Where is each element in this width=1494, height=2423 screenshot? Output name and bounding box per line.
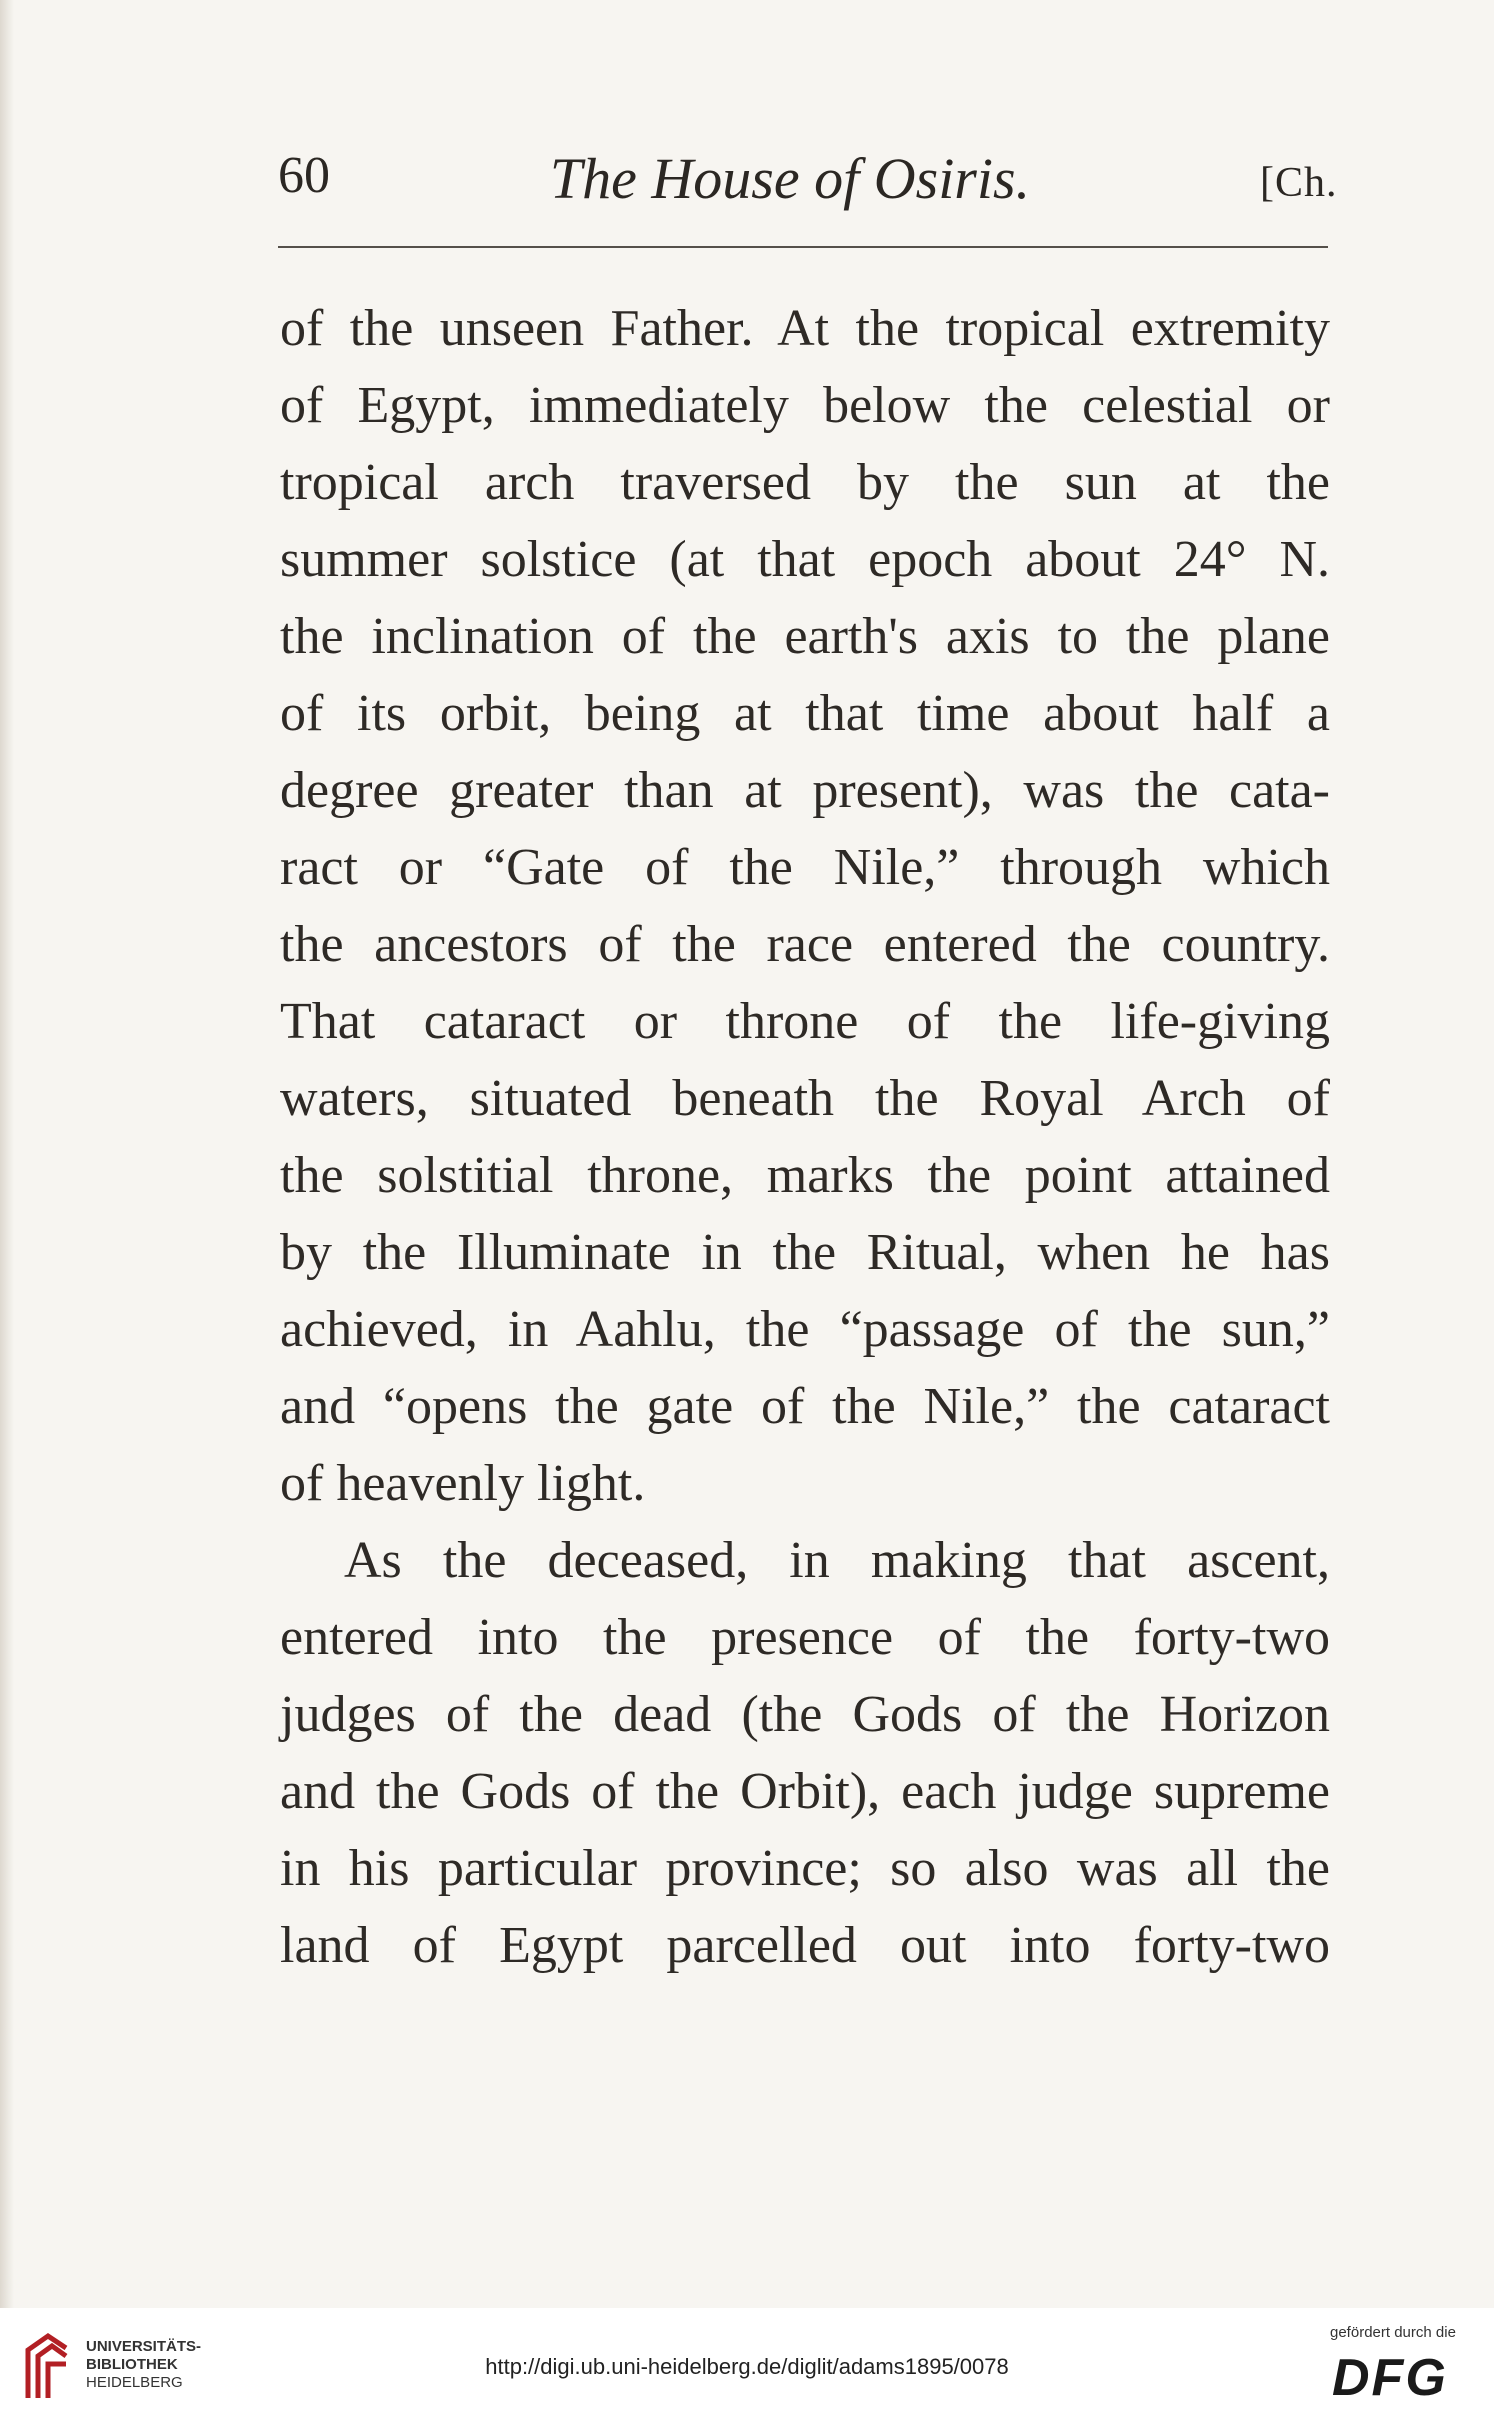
text-line: the solstitial throne, marks the point attained	[280, 1147, 1330, 1204]
text-line: summer solstice (at that epoch about 24° N.	[280, 531, 1330, 588]
library-name-line: BIBLIOTHEK	[86, 2356, 178, 2373]
running-title: The House of Osiris.	[549, 146, 1031, 211]
text-line: of the unseen Father. At the tropical extremity	[280, 300, 1330, 357]
text-line: tropical arch traversed by the sun at the	[280, 454, 1330, 511]
text-line: entered into the presence of the forty-two	[280, 1609, 1330, 1666]
text-line: That cataract or throne of the life-giving	[280, 993, 1330, 1050]
library-name-line: UNIVERSITÄTS-	[86, 2338, 202, 2355]
viewer-footer	[0, 2308, 1494, 2423]
permalink-url[interactable]: http://digi.ub.uni-heidelberg.de/diglit/adams1895/0078	[485, 2354, 1009, 2379]
text-line: in his particular province; so also was all the	[280, 1840, 1330, 1897]
text-line: waters, situated beneath the Royal Arch of	[280, 1070, 1330, 1127]
page-number: 60	[278, 147, 330, 204]
text-line: judges of the dead (the Gods of the Horizon	[280, 1686, 1330, 1743]
dfg-logo: DFG	[1332, 2349, 1448, 2407]
library-name-line: HEIDELBERG	[86, 2374, 183, 2391]
text-line: land of Egypt parcelled out into forty-two	[280, 1917, 1330, 1974]
text-line: As the deceased, in making that ascent,	[344, 1532, 1330, 1589]
body-text	[280, 290, 1330, 1984]
text-line: of heavenly light.	[280, 1455, 646, 1512]
text-line: of Egypt, immediately below the celestial or	[280, 377, 1330, 434]
text-line: and the Gods of the Orbit), each judge supreme	[280, 1763, 1330, 1820]
text-line: the inclination of the earth's axis to the plane	[280, 608, 1330, 665]
text-line: ract or “Gate of the Nile,” through which	[280, 839, 1330, 896]
text-line: of its orbit, being at that time about half a	[280, 685, 1330, 742]
page-gutter-shadow	[0, 0, 14, 2308]
text-line: achieved, in Aahlu, the “passage of the sun,”	[280, 1301, 1330, 1358]
text-line: degree greater than at present), was the cata-	[280, 762, 1330, 819]
text-line: and “opens the gate of the Nile,” the cataract	[280, 1378, 1330, 1435]
text-line: by the Illuminate in the Ritual, when he has	[280, 1224, 1330, 1281]
funder-label: gefördert durch die	[1330, 2324, 1456, 2341]
text-line: the ancestors of the race entered the country.	[280, 916, 1330, 973]
chapter-marker: [Ch.	[1260, 160, 1338, 206]
header-rule	[278, 246, 1328, 248]
